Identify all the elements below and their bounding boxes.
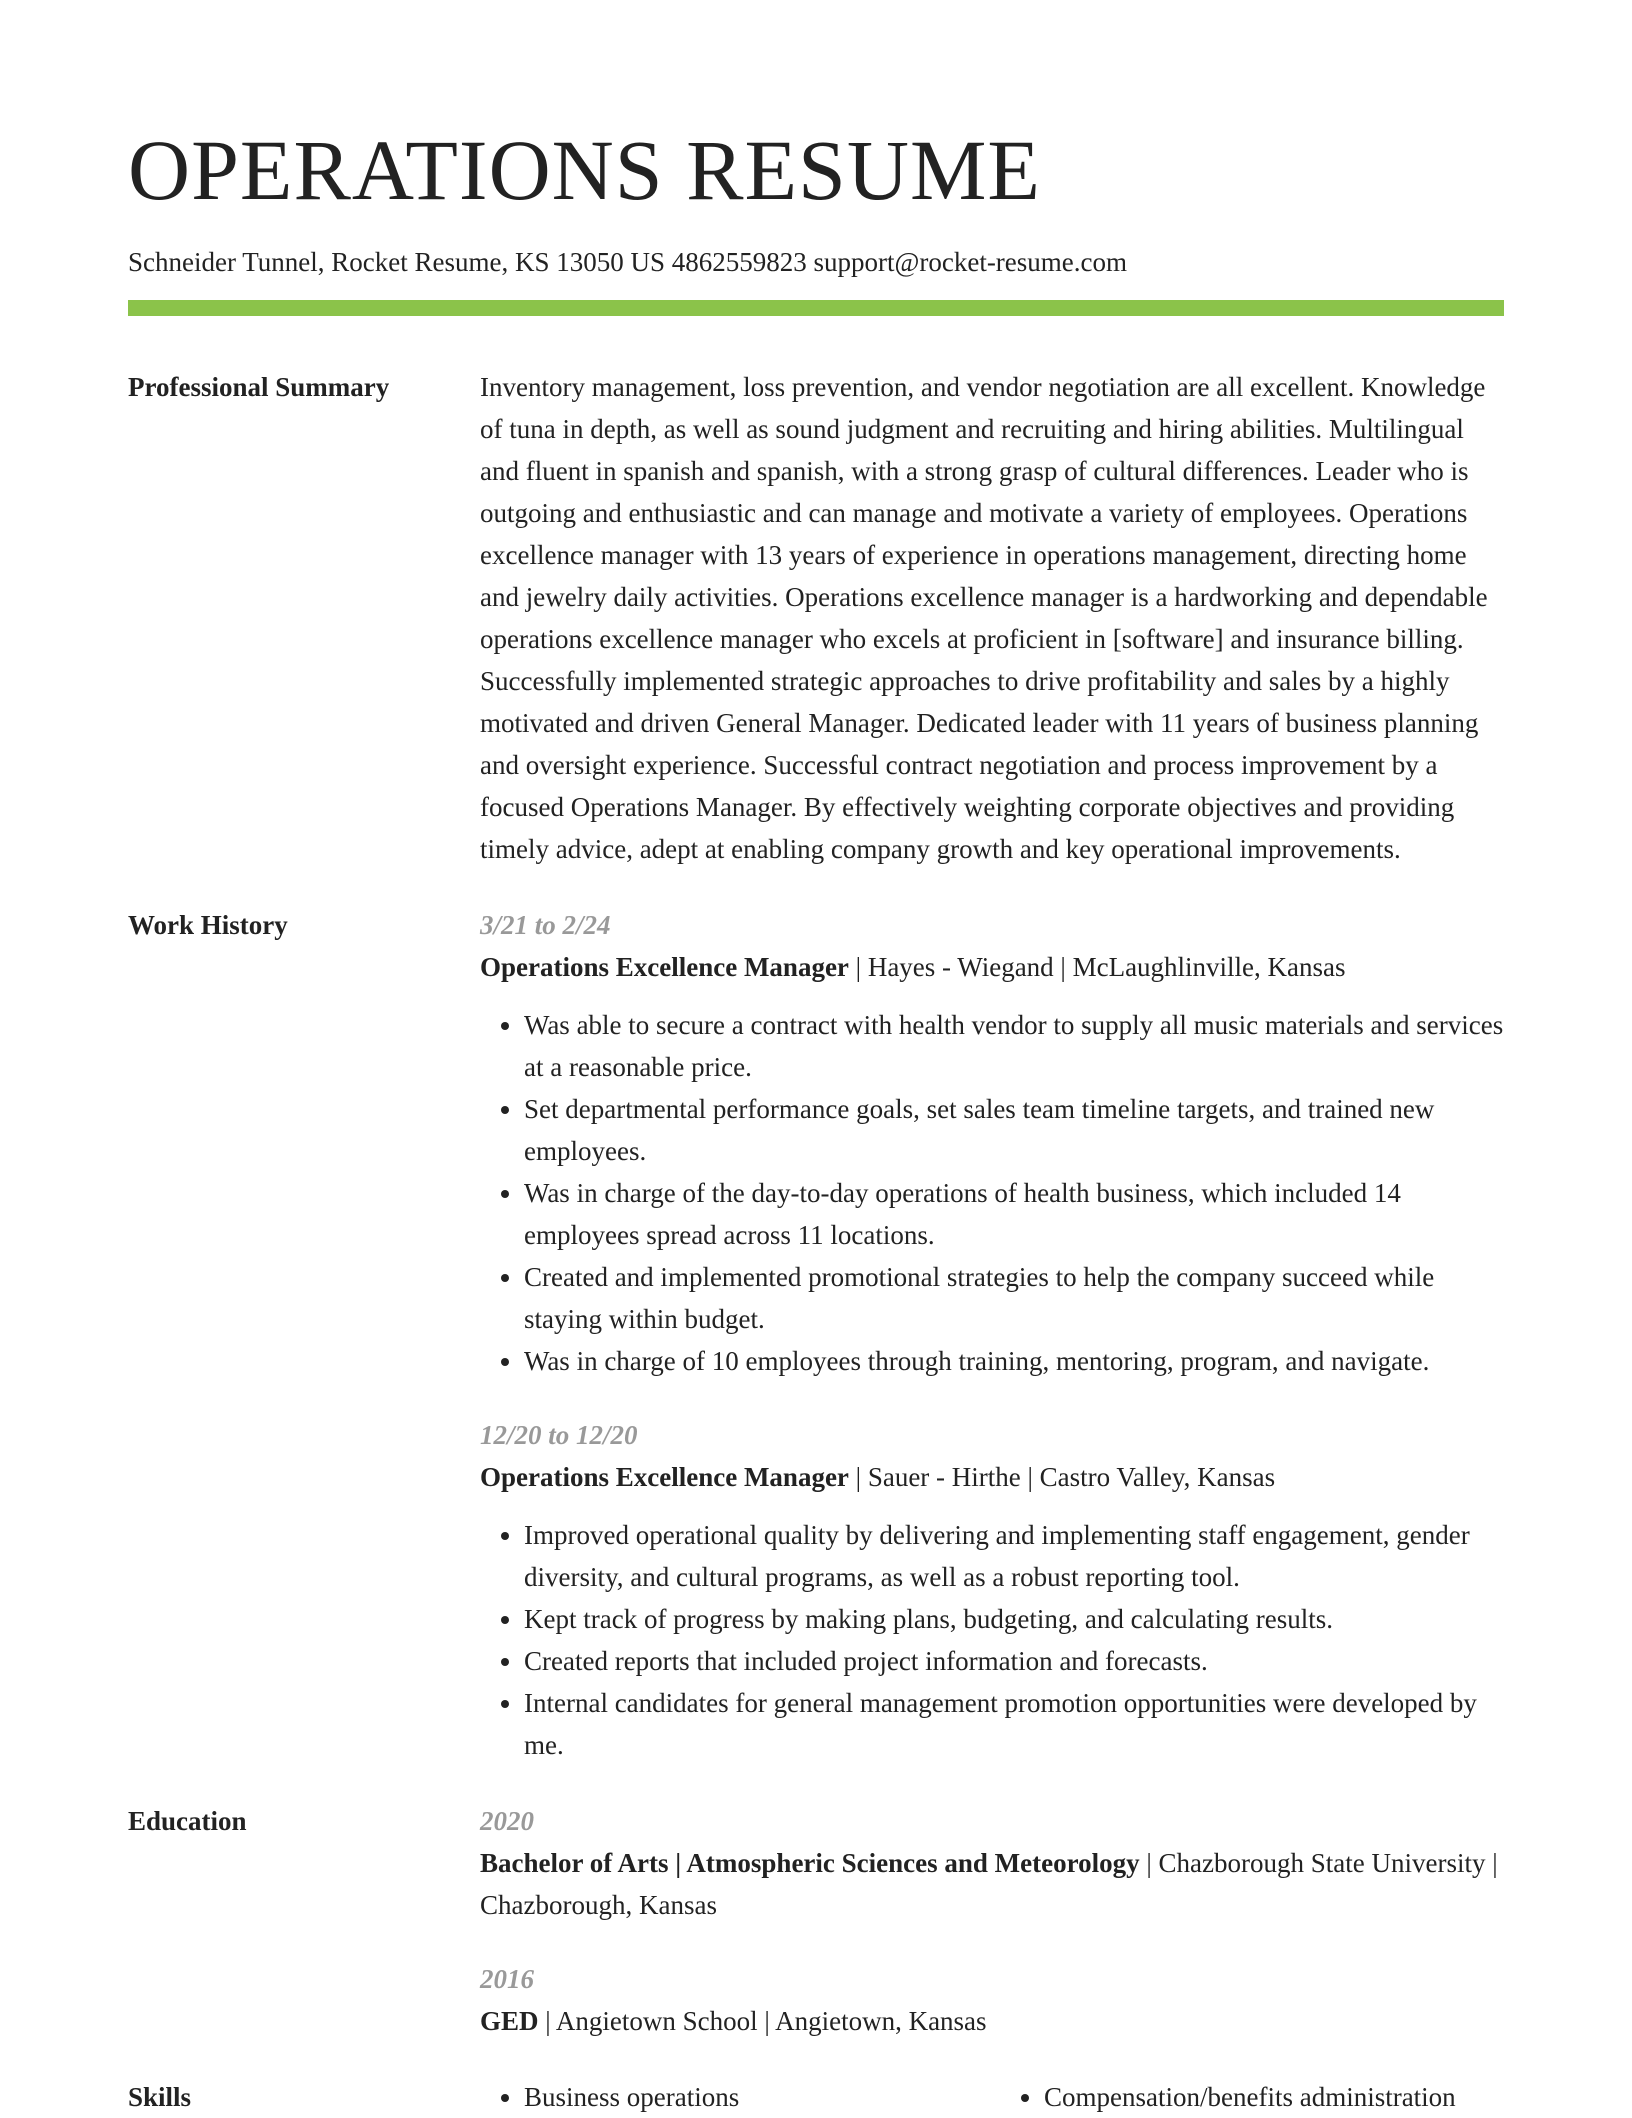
job-bullet: • Was in charge of 10 employees through training, mentoring, program, and navigate. [524, 1340, 1504, 1382]
job-bullet: • Created and implemented promotional strategies to help the company succeed while staying within budget. [524, 1256, 1504, 1340]
education-school-location: | Chazborough State University | Chazborough, Kansas [480, 1848, 1498, 1920]
education-heading: Education [128, 1806, 247, 1836]
job-bullet: • Improved operational quality by delivering and implementing staff engagement, gender diversity, and cultural programs, as well as a robust reporting tool. [524, 1514, 1504, 1598]
job-title: Operations Excellence Manager [480, 952, 849, 982]
skill-item: • Compensation/benefits administration [1044, 2076, 1504, 2118]
summary-section [128, 366, 1504, 870]
job-bullet: • Kept track of progress by making plans, budgeting, and calculating results. [524, 1598, 1504, 1640]
job-entry [480, 904, 1504, 1382]
summary-text: Inventory management, loss prevention, and vendor negotiation are all excellent. Knowledge of tuna in depth, as well as sound judgment and recruiting and hiring abilities. Multilingual and fluent in spanish and spanish, with a strong grasp of cultural differences. Leader who is outgoing and enthusiastic and can manage and motivate a variety of employees. Operations excellence manager with 13 years of experience in operations management, directing home and jewelry daily activities. Operations excellence manager is a hardworking and dependable operations excellence manager who excels at proficient in [software] and insurance billing. Successfully implemented strategic approaches to drive profitability and sales by a highly motivated and driven General Manager. Dedicated leader with 11 years of business planning and oversight experience. Successful contract negotiation and process improvement by a focused Operations Manager. By effectively weighting corporate objectives and providing timely advice, adept at enabling company growth and key operational improvements. [480, 372, 1488, 864]
work-history-body [480, 904, 1504, 1766]
education-degree: GED [480, 2006, 539, 2036]
education-date: 2016 [480, 1964, 534, 1994]
job-title-line [480, 946, 1504, 988]
skill-item: • Business operations [524, 2076, 984, 2118]
job-employer-location: | Hayes - Wiegand | McLaughlinville, Kansas [848, 952, 1346, 982]
job-dates: 12/20 to 12/20 [480, 1420, 638, 1450]
job-title-line [480, 1456, 1504, 1498]
job-bullet: • Created reports that included project information and forecasts. [524, 1640, 1504, 1682]
work-history-section [128, 904, 1504, 1766]
job-bullet-list [480, 1514, 1504, 1766]
resume-page [128, 0, 1504, 2118]
education-title-line [480, 1842, 1504, 1926]
education-title-line [480, 2000, 1504, 2042]
work-history-heading: Work History [128, 910, 288, 940]
job-title: Operations Excellence Manager [480, 1462, 849, 1492]
education-school-location: | Angietown School | Angietown, Kansas [538, 2006, 987, 2036]
education-body [480, 1800, 1504, 2042]
job-bullet: • Set departmental performance goals, set sales team timeline targets, and trained new employees. [524, 1088, 1504, 1172]
job-dates: 3/21 to 2/24 [480, 910, 611, 940]
summary-heading: Professional Summary [128, 372, 390, 402]
education-entry [480, 1800, 1504, 1926]
job-bullet: • Was in charge of the day-to-day operations of health business, which included 14 employees spread across 11 locations. [524, 1172, 1504, 1256]
contact-line: Schneider Tunnel, Rocket Resume, KS 13050 US 4862559823 support@rocket-resume.com [128, 247, 1128, 277]
job-bullet-list [480, 1004, 1504, 1382]
skills-heading: Skills [128, 2082, 192, 2112]
job-employer-location: | Sauer - Hirthe | Castro Valley, Kansas [848, 1462, 1276, 1492]
job-bullet: • Internal candidates for general management promotion opportunities were developed by me. [524, 1682, 1504, 1766]
job-bullet: • Was able to secure a contract with health vendor to supply all music materials and services at a reasonable price. [524, 1004, 1504, 1088]
header-divider [128, 300, 1504, 316]
education-entry [480, 1958, 1504, 2042]
education-section [128, 1800, 1504, 2042]
resume-name: OPERATIONS RESUME [128, 122, 1041, 218]
education-degree: Bachelor of Arts | Atmospheric Sciences and Meteorology [480, 1848, 1140, 1878]
job-entry [480, 1414, 1504, 1766]
education-date: 2020 [480, 1806, 534, 1836]
